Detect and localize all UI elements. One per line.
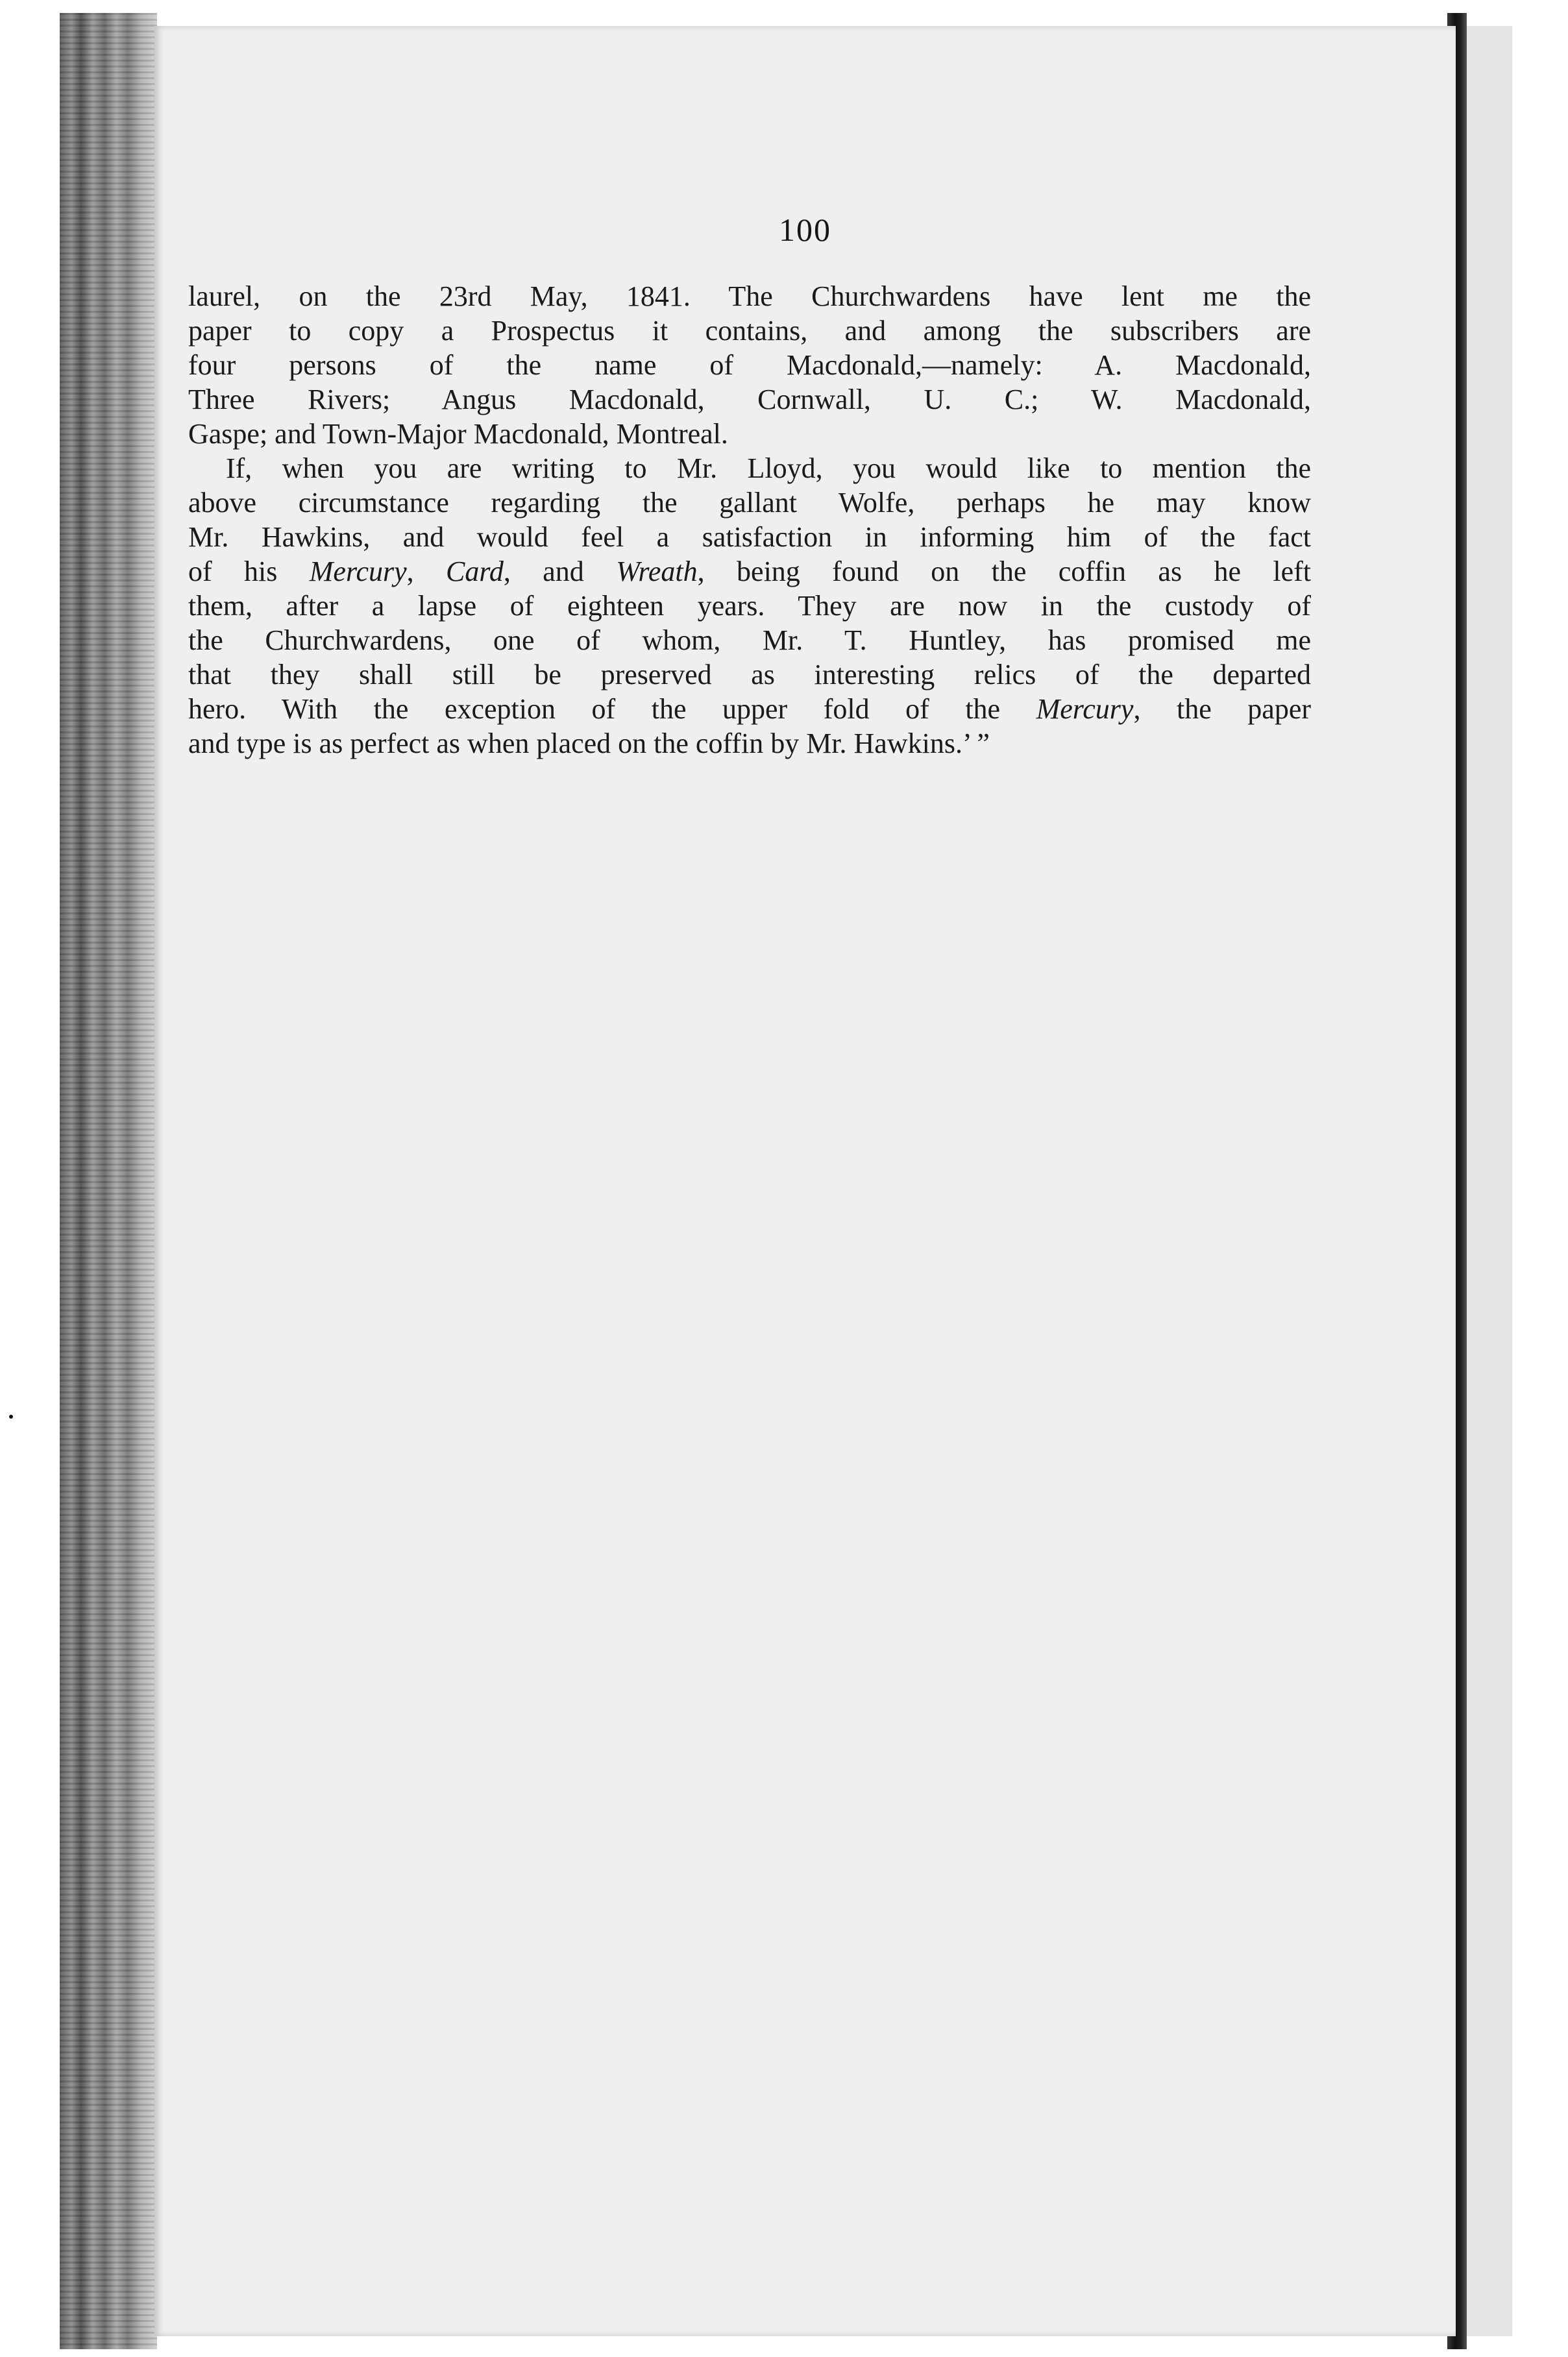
italic-title-wreath: Wreath xyxy=(616,556,698,587)
page-stack-edge xyxy=(60,13,157,2349)
italic-title-mercury: Mercury xyxy=(309,556,407,587)
text-line: four persons of the name of Macdonald,—namely: A. Macdonald, xyxy=(188,349,1311,381)
italic-title-mercury: Mercury xyxy=(1036,693,1134,725)
text-line: Gaspe; and Town-Major Macdonald, Montreal. xyxy=(188,418,728,450)
page-number: 100 xyxy=(779,212,831,248)
text-line: of his Mercury, Card, and Wreath, being found on the coffin as he left xyxy=(188,556,1311,587)
text-line: Three Rivers; Angus Macdonald, Cornwall, U. C.; W. Macdonald, xyxy=(188,384,1311,415)
adjacent-page-edge xyxy=(1467,26,1512,2336)
italic-title-card: Card xyxy=(446,556,504,587)
text-line: Mr. Hawkins, and would feel a satisfaction in informing him of the fact xyxy=(188,521,1311,553)
page-body-text xyxy=(188,279,1311,761)
text-line: hero. With the exception of the upper fold of the Mercury, the paper xyxy=(188,693,1312,725)
text-line: them, after a lapse of eighteen years. They are now in the custody of xyxy=(188,590,1311,622)
text-line: that they shall still be preserved as interesting relics of the departed xyxy=(188,659,1311,690)
text-line: the Churchwardens, one of whom, Mr. T. Huntley, has promised me xyxy=(188,624,1311,656)
scan-speck xyxy=(9,1415,13,1419)
text-line: and type is as perfect as when placed on the coffin by Mr. Hawkins.’ ” xyxy=(188,727,990,759)
text-line: paper to copy a Prospectus it contains, and among the subscribers are xyxy=(188,315,1311,347)
text-line: If, when you are writing to Mr. Lloyd, you would like to mention the xyxy=(226,452,1311,484)
text-line: above circumstance regarding the gallant Wolfe, perhaps he may know xyxy=(188,487,1311,519)
text-line: laurel, on the 23rd May, 1841. The Churchwardens have lent me the xyxy=(188,280,1311,312)
